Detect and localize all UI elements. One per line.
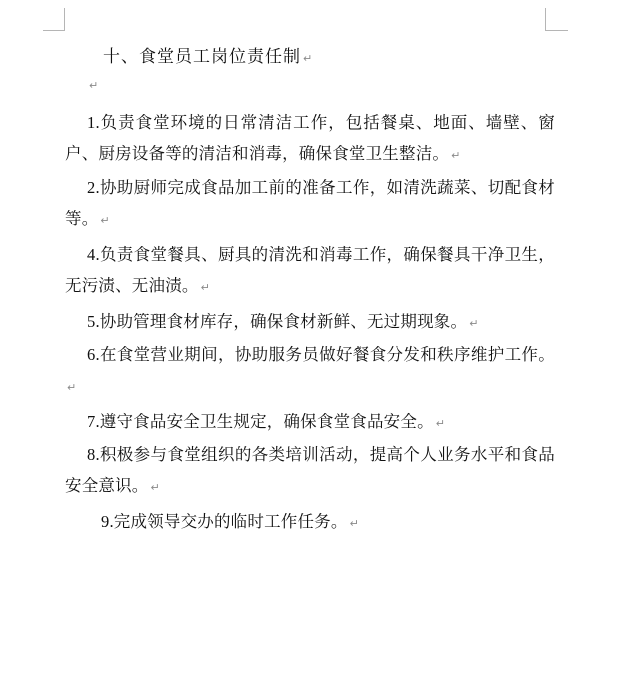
crop-mark-top-right [545,8,568,31]
item-text: 在食堂营业期间，协助服务员做好餐食分发和秩序维护工作。 [99,345,555,364]
item-number: 8. [87,445,100,464]
paragraph-mark-icon: ↵ [469,317,479,330]
list-item[interactable] [65,306,555,339]
item-number: 7. [87,412,100,431]
list-item[interactable] [65,239,555,303]
paragraph-mark-icon: ↵ [451,149,461,162]
item-number: 1. [87,113,100,132]
crop-mark-top-left [43,8,65,31]
item-number: 2. [87,178,100,197]
list-item[interactable] [65,506,555,539]
paragraph-mark-icon: ↵ [349,517,360,530]
list-item[interactable] [65,339,555,403]
item-text: 积极参与食堂组织的各类培训活动，提高个人业务水平和食品安全意识。 [65,445,555,495]
item-text: 负责食堂环境的日常清洁工作，包括餐桌、地面、墙壁、窗户、厨房设备等的清洁和消毒，确保食堂卫生整洁。 [65,113,555,163]
list-item[interactable] [65,439,555,503]
item-text: 协助厨师完成食品加工前的准备工作，如清洗蔬菜、切配食材等。 [65,178,555,228]
item-number: 5. [87,312,100,331]
item-number: 9. [101,512,114,531]
section-title[interactable] [103,42,313,67]
list-item[interactable] [65,172,555,236]
item-number: 4. [87,245,100,264]
list-item[interactable] [65,107,555,171]
section-title-text: 十、食堂员工岗位责任制 [103,47,301,67]
paragraph-mark-icon: ↵ [200,281,211,294]
list-item[interactable] [65,406,555,439]
paragraph-mark-icon: ↵ [435,417,446,430]
item-text: 完成领导交办的临时工作任务。 [113,512,348,531]
item-text: 遵守食品安全卫生规定，确保食堂食品安全。 [99,412,434,431]
paragraph-mark-icon: ↵ [303,52,314,65]
paragraph-mark-icon: ↵ [100,214,110,227]
paragraph-mark-icon: ↵ [150,481,160,494]
item-text: 负责食堂餐具、厨具的清洗和消毒工作，确保餐具干净卫生，无污渍、无油渍。 [65,245,555,295]
paragraph-mark-icon: ↵ [67,381,77,394]
paragraph-mark-icon: ↵ [89,79,99,92]
empty-paragraph[interactable] [87,78,98,92]
item-text: 协助管理食材库存，确保食材新鲜、无过期现象。 [99,312,468,331]
item-number: 6. [87,345,100,364]
